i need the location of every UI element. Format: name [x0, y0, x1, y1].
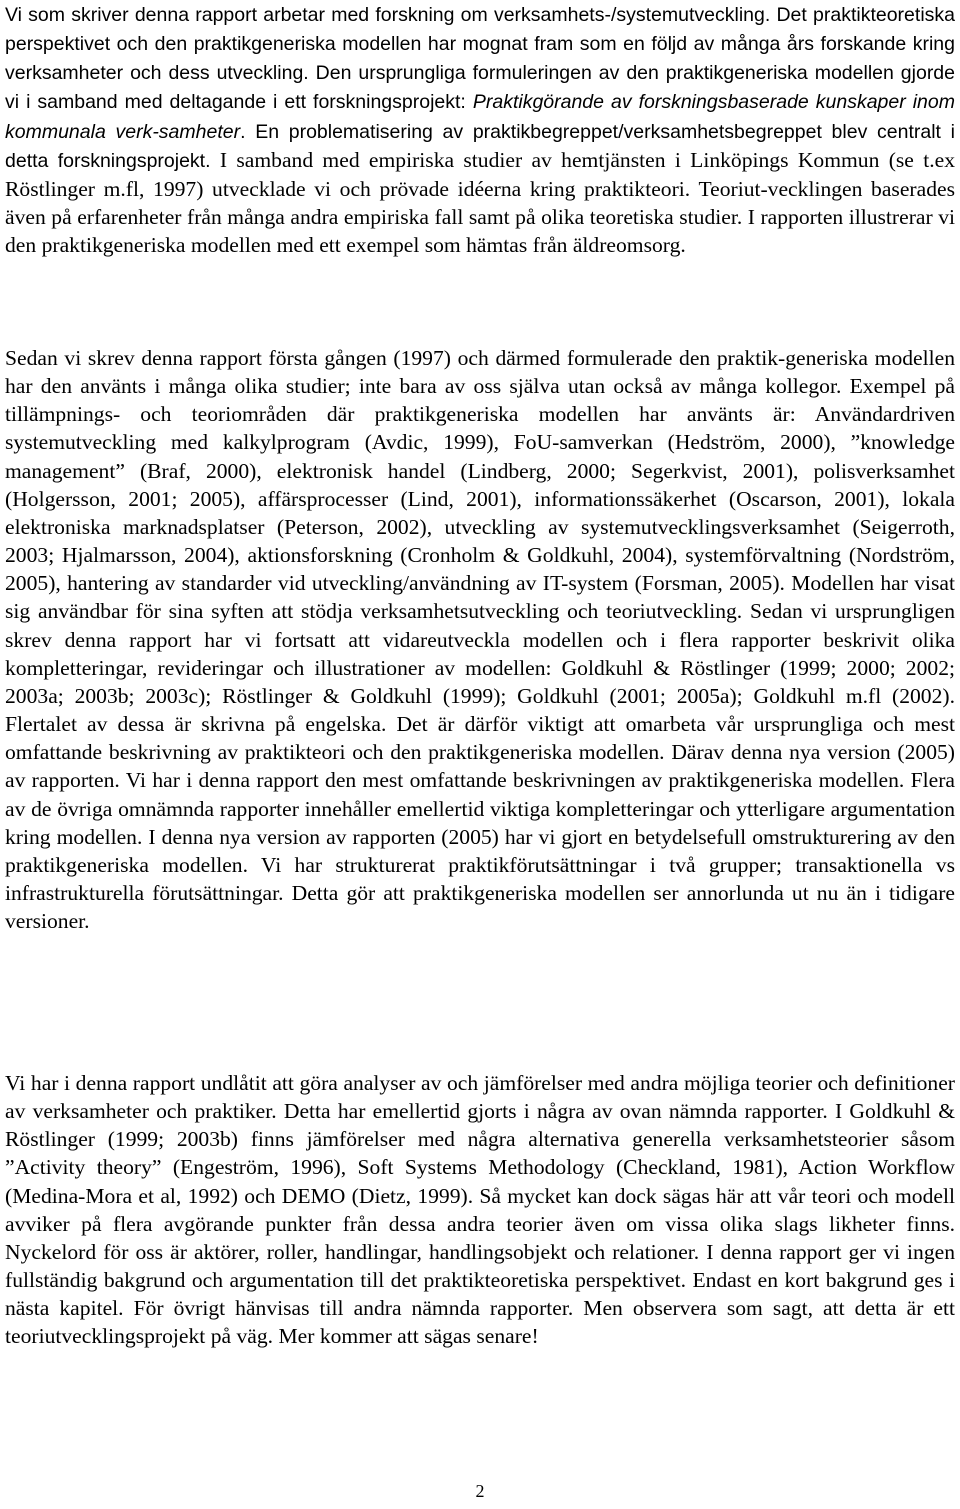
- paragraph-2-text: Sedan vi skrev denna rapport första gången (1997) och därmed formulerade den praktik-generiska modellen har den använts i många olika studier; inte bara av oss själva utan också av många kollegor. Exempel på tillämpnings- och teoriområden där praktikgeneriska modellen har använts är: Användardriven systemutveckling med kalkylprogram (Avdic, 1999), FoU-samverkan (Hedström, 2000), ”knowledge management” (Braf, 2000), elektronisk handel (Lindberg, 2000; Segerkvist, 2001), polisverksamhet (Holgersson, 2001; 2005), affärsprocesser (Lind, 2001), informationssäkerhet (Oscarson, 2001), lokala elektroniska marknadsplatser (Peterson, 2002), utveckling av systemutvecklingsverksamhet (Seigerroth, 2003; Hjalmarsson, 2004), aktionsforskning (Cronholm & Goldkuhl, 2004), systemförvaltning (Nordström, 2005), hantering av standarder vid utveckling/användning av IT-system (Forsman, 2005). Modellen har visat sig användbar för sina syften att stödja verksamhetsutveckling och teoriutveckling. Sedan vi ursprungligen skrev denna rapport har vi fortsatt att vidareutveckla modellen och i flera rapporter beskrivit olika kompletteringar, revideringar och illustrationer av modellen: Goldkuhl & Röstlinger (1999; 2000; 2002; 2003a; 2003b; 2003c); Röstlinger & Goldkuhl (1999); Goldkuhl (2001; 2005a); Goldkuhl m.fl (2002). Flertalet av dessa är skrivna på engelska. Det är därför viktigt att omarbeta vår ursprungliga och mest omfattande beskrivning av praktikteori och den praktikgeneriska modellen. Därav denna nya version (2005) av rapporten. Vi har i denna rapport den mest omfattande beskrivningen av praktikgeneriska modellen. Flera av de övriga omnämnda rapporter innehåller emellertid viktiga kompletteringar och ytterligare argumentation kring modellen. I denna nya version av rapporten (2005) har vi gjort en betydelsefull omstrukturering av den praktikgeneriska modellen. Vi har strukturerat praktikförutsättningar i två grupper; transaktionella vs infrastrukturella förutsättningar. Detta gör att praktikgeneriska modellen ser annorlunda ut nu än i tidigare versioner.: [5, 346, 955, 934]
- paragraph-3: [5, 1069, 955, 1351]
- paragraph-2: [5, 344, 955, 935]
- paragraph-1-segment-3: . En problematisering av praktikbegreppet/verksamhetsbegreppet blev centralt i detta forskningsprojekt.: [5, 120, 955, 172]
- paragraph-1-project-title: Praktikgörande av forskningsbaserade kunskaper inom kommunala verk-samheter: [5, 91, 955, 143]
- page-number: 2: [475, 1481, 485, 1501]
- paragraph-3-text: Vi har i denna rapport undlåtit att göra analyser av och jämförelser med andra möjliga teorier och definitioner av verksamheter och praktiker. Detta har emellertid gjorts i några av ovan nämnda rapporter. I Goldkuhl & Röstlinger (1999; 2003b) finns jämförelser med några alternativa generella verksamhetsteorier såsom ”Activity theory” (Engeström, 1996), Soft Systems Methodology (Checkland, 1981), Action Workflow (Medina-Mora et al, 1992) och DEMO (Dietz, 1999). Så mycket kan dock sägas här att vår teori och modell avviker på flera avgörande punkter från dessa andra teorier även om vissa olika slags likheter finns. Nyckelord för oss är aktörer, roller, handlingar, handlingsobjekt och relationer. I denna rapport ger vi ingen fullständig bakgrund och argumentation till det praktikteoretiska perspektivet. Endast en kort bakgrund ges i nästa kapitel. För övrigt hänvisas till andra nämnda rapporter. Men observera som sagt, att detta är ett teoriutvecklingsprojekt på väg. Mer kommer att sägas senare!: [5, 1071, 955, 1349]
- paragraph-1-segment-4: I samband med empiriska studier av hemtjänsten i Linköpings Kommun (se t.ex Röstlinger m.fl, 1997) utvecklade vi och prövade idéerna kring praktikteori. Teoriut-vecklingen baserades även på erfarenheter från många andra empiriska fall samt på olika teoretiska studier. I rapporten illustrerar vi den praktikgeneriska modellen med ett exempel som hämtas från äldreomsorg.: [5, 147, 955, 258]
- paragraph-1: [5, 0, 955, 259]
- paragraph-1-segment-1: Vi som skriver denna rapport arbetar med forskning om verksamhets-/systemutveckling. Det praktikteoretiska perspektivet och den praktikgeneriska modellen har mognat fram som en följd av många års forskande kring verksamheter och dess utveckling. Den ursprungliga formuleringen av den praktikgeneriska modellen gjorde vi i samband med deltagande i ett forskningsprojekt:: [5, 4, 955, 114]
